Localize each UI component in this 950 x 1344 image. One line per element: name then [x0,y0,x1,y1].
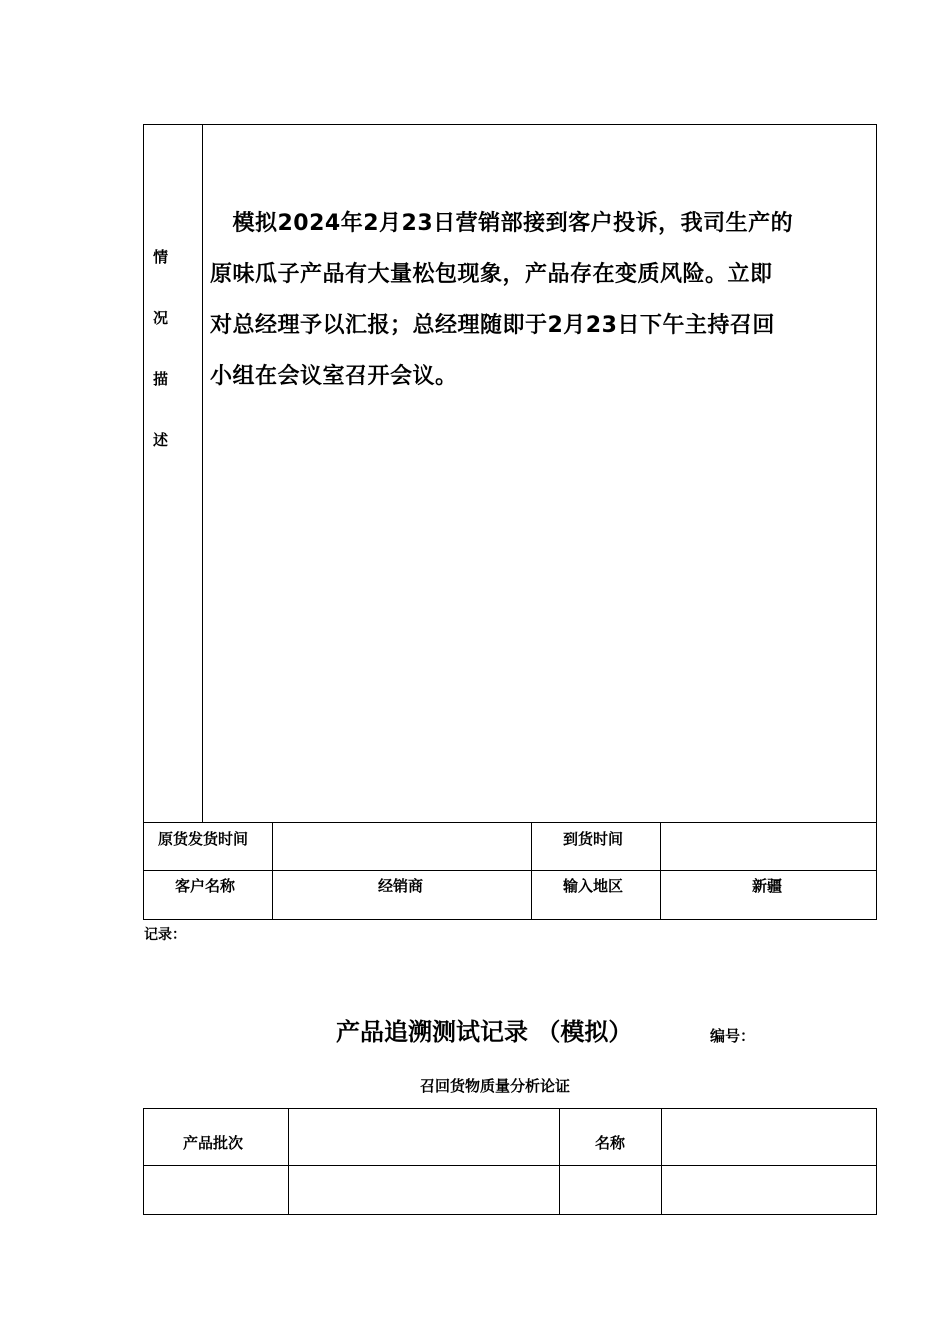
region-label: 输入地区 [563,877,624,895]
region-value: 新疆 [752,877,783,895]
batch-label: 产品批次 [183,1134,244,1152]
situation-label-char: 描 [153,370,169,388]
customer-label: 客户名称 [175,877,236,895]
description-line: 原味瓜子产品有大量松包现象，产品存在变质风险。立即 [210,262,773,287]
situation-description [210,198,870,402]
situation-label-char: 情 [153,248,169,266]
situation-label-char: 况 [153,309,169,327]
description-line: 小组在会议室召开会议。 [210,364,458,389]
form-title: 产品追溯测试记录 （模拟） [336,1018,633,1046]
situation-label-char: 述 [153,431,169,449]
ship-time-label: 原货发货时间 [158,830,249,848]
description-line: 对总经理予以汇报；总经理随即于2月23日下午主持召回 [210,313,775,338]
customer-value: 经销商 [378,877,424,895]
arrival-time-label: 到货时间 [563,830,624,848]
record-label: 记录： [144,927,186,943]
description-line: 模拟2024年2月23日营销部接到客户投诉，我司生产的 [210,211,794,236]
name-label: 名称 [595,1134,626,1152]
serial-number-label: 编号： [710,1027,756,1045]
form-subtitle: 召回货物质量分析论证 [420,1077,571,1095]
